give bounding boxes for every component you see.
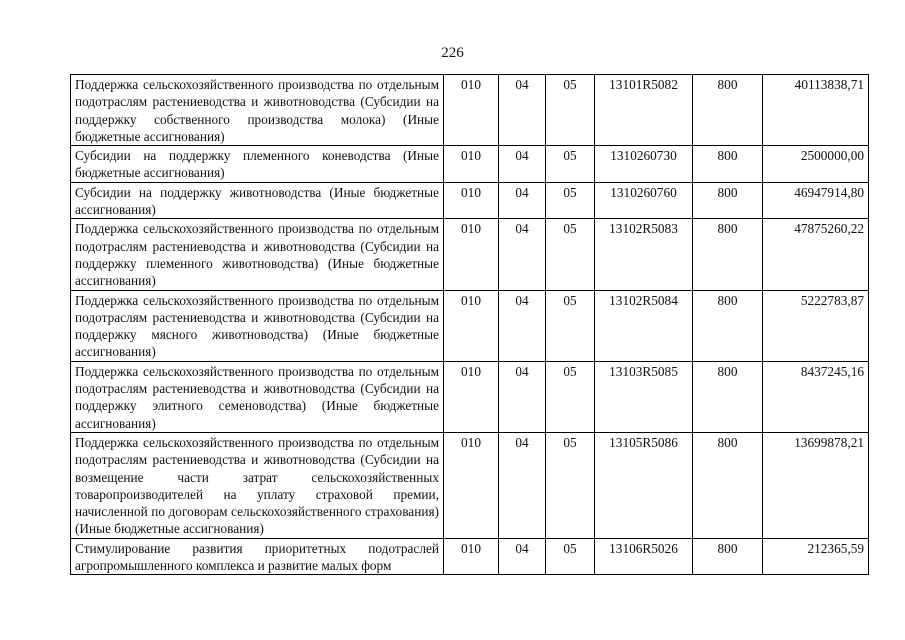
row-description: Поддержка сельскохозяйственного производства по отдельным подотраслям растениеводства и животноводства (Субсидии на возмещение части затрат сельскохозяйственных товаропроизводителей на уплату страховой премии, начисленной по договорам сельскохозяйственного страхования) (Иные бюджетные ассигнования) <box>71 432 444 538</box>
subsection-code: 05 <box>546 182 595 219</box>
target-article-code: 13105R5086 <box>595 432 693 538</box>
amount: 46947914,80 <box>763 182 869 219</box>
subsection-code: 05 <box>546 146 595 183</box>
budget-table <box>70 74 869 575</box>
section-code: 04 <box>499 219 546 290</box>
ministry-code: 010 <box>444 538 499 575</box>
amount: 13699878,21 <box>763 432 869 538</box>
section-code: 04 <box>499 538 546 575</box>
section-code: 04 <box>499 75 546 146</box>
row-description: Субсидии на поддержку племенного коневодства (Иные бюджетные ассигнования) <box>71 146 444 183</box>
table-row <box>71 361 869 432</box>
section-code: 04 <box>499 146 546 183</box>
table-row <box>71 290 869 361</box>
expense-type-code: 800 <box>693 146 763 183</box>
amount: 40113838,71 <box>763 75 869 146</box>
subsection-code: 05 <box>546 75 595 146</box>
target-article-code: 1310260760 <box>595 182 693 219</box>
page-number: 226 <box>441 45 464 61</box>
expense-type-code: 800 <box>693 75 763 146</box>
amount: 2500000,00 <box>763 146 869 183</box>
row-description: Поддержка сельскохозяйственного производства по отдельным подотраслям растениеводства и животноводства (Субсидии на поддержку племенного животноводства) (Иные бюджетные ассигнования) <box>71 219 444 290</box>
row-description: Поддержка сельскохозяйственного производства по отдельным подотраслям растениеводства и животноводства (Субсидии на поддержку собственного производства молока) (Иные бюджетные ассигнования) <box>71 75 444 146</box>
amount: 8437245,16 <box>763 361 869 432</box>
target-article-code: 13102R5083 <box>595 219 693 290</box>
section-code: 04 <box>499 361 546 432</box>
target-article-code: 13102R5084 <box>595 290 693 361</box>
expense-type-code: 800 <box>693 361 763 432</box>
ministry-code: 010 <box>444 290 499 361</box>
ministry-code: 010 <box>444 146 499 183</box>
ministry-code: 010 <box>444 182 499 219</box>
table-row <box>71 432 869 538</box>
amount: 5222783,87 <box>763 290 869 361</box>
section-code: 04 <box>499 432 546 538</box>
subsection-code: 05 <box>546 361 595 432</box>
ministry-code: 010 <box>444 219 499 290</box>
ministry-code: 010 <box>444 361 499 432</box>
amount: 212365,59 <box>763 538 869 575</box>
section-code: 04 <box>499 290 546 361</box>
expense-type-code: 800 <box>693 290 763 361</box>
table-row <box>71 182 869 219</box>
ministry-code: 010 <box>444 75 499 146</box>
expense-type-code: 800 <box>693 219 763 290</box>
target-article-code: 13103R5085 <box>595 361 693 432</box>
row-description: Субсидии на поддержку животноводства (Иные бюджетные ассигнования) <box>71 182 444 219</box>
table-row <box>71 538 869 575</box>
subsection-code: 05 <box>546 290 595 361</box>
row-description: Поддержка сельскохозяйственного производства по отдельным подотраслям растениеводства и животноводства (Субсидии на поддержку мясного животноводства) (Иные бюджетные ассигнования) <box>71 290 444 361</box>
subsection-code: 05 <box>546 538 595 575</box>
row-description: Поддержка сельскохозяйственного производства по отдельным подотраслям растениеводства и животноводства (Субсидии на поддержку элитного семеноводства) (Иные бюджетные ассигнования) <box>71 361 444 432</box>
table-row <box>71 219 869 290</box>
subsection-code: 05 <box>546 432 595 538</box>
amount: 47875260,22 <box>763 219 869 290</box>
table-row <box>71 146 869 183</box>
target-article-code: 13106R5026 <box>595 538 693 575</box>
expense-type-code: 800 <box>693 432 763 538</box>
target-article-code: 1310260730 <box>595 146 693 183</box>
target-article-code: 13101R5082 <box>595 75 693 146</box>
section-code: 04 <box>499 182 546 219</box>
ministry-code: 010 <box>444 432 499 538</box>
expense-type-code: 800 <box>693 538 763 575</box>
row-description: Стимулирование развития приоритетных подотраслей агропромышленного комплекса и развитие малых форм <box>71 538 444 575</box>
expense-type-code: 800 <box>693 182 763 219</box>
subsection-code: 05 <box>546 219 595 290</box>
table-row <box>71 75 869 146</box>
